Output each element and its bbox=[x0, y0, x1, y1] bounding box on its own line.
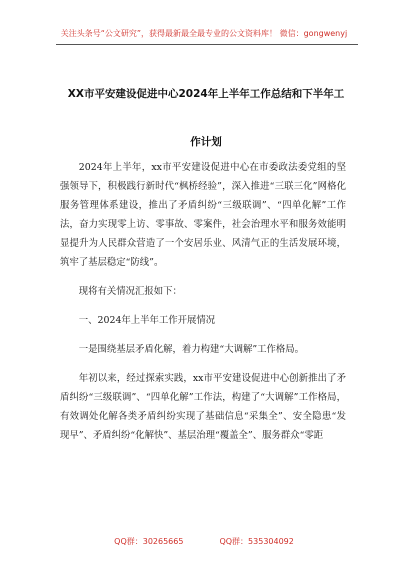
paragraph-intro: 2024年上半年，xx市平安建设促进中心在市委政法委党组的坚强领导下，积极践行新时代“枫桥经验”，深入推进“三联三化”网格化服务管理体系建设，推出了矛盾纠纷“三级联调”、“四单化解”工作法，奋力实现零上访、零事故、零案件，社会治理水平和服务效能明显提升为人民群众营造了一个安居乐业、风清气正的生活发展环境，筑牢了基层稳定“防线”。 bbox=[60, 162, 346, 268]
header-divider bbox=[56, 44, 358, 45]
document-body bbox=[60, 158, 346, 445]
paragraph-detail-1: 年初以来，经过探索实践，xx市平安建设促进中心创新推出了矛盾纠纷“三级联调”、“四单化解”工作法，构建了“大调解”工作格局，有效调处化解各类矛盾纠纷实现了基础信息“采集全”、安全隐患“发现早”、矛盾纠纷“化解快”、基层治理“覆盖全”、服务群众“零距 bbox=[60, 373, 346, 441]
header-banner: 关注头条号“公文研究”，获得最新最全最专业的公文资料库！ 微信：gongwenyj bbox=[60, 29, 348, 38]
title-line-1: XX市平安建设促进中心2024年上半年工作总结和下半年工 bbox=[67, 88, 345, 100]
footer-qq-group-2: QQ群：535304092 bbox=[219, 537, 294, 546]
paragraph-point-1: 一是围绕基层矛盾化解，着力构建“大调解”工作格局。 bbox=[78, 344, 305, 355]
footer-contact bbox=[0, 536, 408, 547]
footer-qq-group-1: QQ群：30265665 bbox=[114, 537, 184, 546]
document-title bbox=[60, 70, 352, 166]
section-heading-1: 一、2024年上半年工作开展情况 bbox=[78, 315, 216, 326]
paragraph-report-lead: 现将有关情况汇报如下： bbox=[78, 286, 182, 297]
title-line-2: 作计划 bbox=[190, 136, 222, 148]
